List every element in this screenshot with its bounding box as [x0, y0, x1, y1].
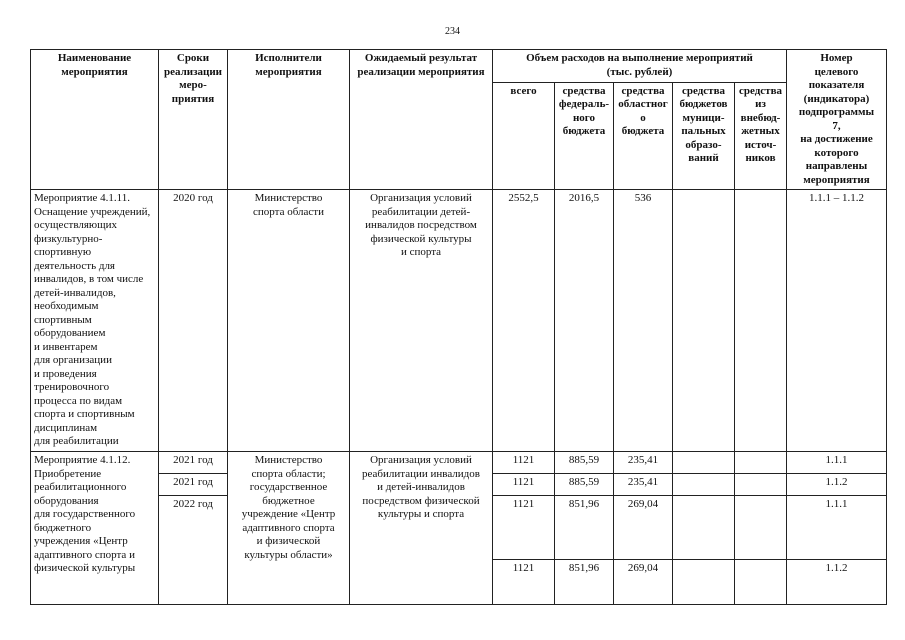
measure-federal: 2016,5 [555, 190, 614, 452]
header-row [31, 50, 887, 83]
measure-municipal [673, 474, 735, 496]
measure-extra [735, 474, 787, 496]
measure-federal: 885,59 [555, 474, 614, 496]
measure-term: 2022 год [159, 496, 228, 605]
measure-regional: 269,04 [614, 496, 673, 560]
measure-regional: 536 [614, 190, 673, 452]
header-expenses: Объем расходов на выполнение мероприятий (тыс. рублей) [493, 50, 787, 83]
measure-indicator: 1.1.2 [787, 474, 887, 496]
measures-table [30, 49, 887, 605]
header-result: Ожидаемый результат реализации мероприятия [350, 50, 493, 190]
measure-term: 2021 год [159, 452, 228, 474]
measure-result: Организация условий реабилитации инвалидов и детей-инвалидов посредством физической культуры и спорта [350, 452, 493, 605]
table-row [31, 190, 887, 452]
header-extrabudget: средства из внебюд- жетных источ- ников [735, 82, 787, 189]
measure-total: 1121 [493, 474, 555, 496]
measure-extra [735, 560, 787, 605]
header-total: всего [493, 82, 555, 189]
measure-municipal [673, 560, 735, 605]
measure-result: Организация условий реабилитации детей- инвалидов посредством физической культуры и спорта [350, 190, 493, 452]
measure-executor: Министерство спорта области [228, 190, 350, 452]
measure-regional: 235,41 [614, 452, 673, 474]
measure-executor: Министерство спорта области; государственное бюджетное учреждение «Центр адаптивного спорта и физической культуры области» [228, 452, 350, 605]
measure-extra [735, 496, 787, 560]
measure-total: 2552,5 [493, 190, 555, 452]
page-number: 234 [445, 26, 460, 37]
measure-federal: 851,96 [555, 560, 614, 605]
header-name: Наименование мероприятия [31, 50, 159, 190]
header-regional: средства областного бюджета [614, 82, 673, 189]
measure-federal: 885,59 [555, 452, 614, 474]
header-executors: Исполнители мероприятия [228, 50, 350, 190]
measure-term: 2020 год [159, 190, 228, 452]
measure-regional: 269,04 [614, 560, 673, 605]
measure-extra [735, 190, 787, 452]
header-indicator: Номер целевого показателя (индикатора) подпрограммы 7, на достижение которого направлены мероприятия [787, 50, 887, 190]
measure-federal: 851,96 [555, 496, 614, 560]
measure-indicator: 1.1.1 [787, 452, 887, 474]
header-terms: Сроки реализации меро- приятия [159, 50, 228, 190]
measure-total: 1121 [493, 560, 555, 605]
header-municipal: средства бюджетов муници- пальных образо- ваний [673, 82, 735, 189]
measure-term: 2021 год [159, 474, 228, 496]
table-row [31, 452, 887, 474]
header-federal: средства федераль- ного бюджета [555, 82, 614, 189]
measure-municipal [673, 452, 735, 474]
measure-name: Мероприятие 4.1.12. Приобретение реабилитационного оборудования для государственного бюджетного учреждения «Центр адаптивного спорта и физической культуры [31, 452, 159, 605]
measure-name: Мероприятие 4.1.11. Оснащение учреждений, осуществляющих физкультурно- спортивную деятельность для инвалидов, в том числе детей-инвалидов, необходимым спортивным оборудованием и инвентарем для организации и проведения тренировочного процесса по видам спорта и спортивным дисциплинам для реабилитации [31, 190, 159, 452]
measure-total: 1121 [493, 452, 555, 474]
measure-indicator: 1.1.1 [787, 496, 887, 560]
measure-total: 1121 [493, 496, 555, 560]
measure-regional: 235,41 [614, 474, 673, 496]
measure-municipal [673, 190, 735, 452]
measure-indicator: 1.1.2 [787, 560, 887, 605]
measure-municipal [673, 496, 735, 560]
measure-indicator: 1.1.1 – 1.1.2 [787, 190, 887, 452]
measure-extra [735, 452, 787, 474]
